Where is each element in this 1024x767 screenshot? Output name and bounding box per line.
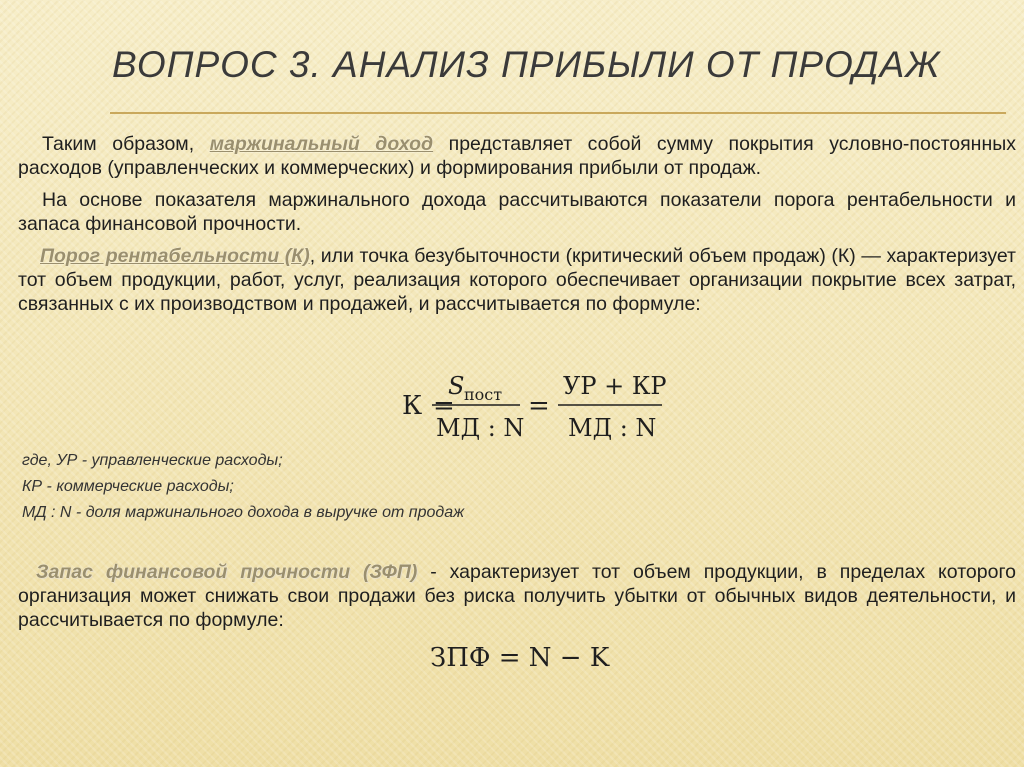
p3-suffix: , или точка безубыточности (критический объем продаж) (К) — характеризует тот объем продукции, работ, услуг, реализация которого обеспечивает организации покрытие всех затрат, связанных с их производством и продажей, и рассчитывается по формуле: [18,245,1016,315]
p1-prefix: Таким образом, [42,133,210,155]
formula1-num2: УР + КР [563,372,667,400]
p1-suffix: представляет собой сумму покрытия условно-постоянных расходов (управленческих и коммерческих) и формирования прибыли от продаж. [18,133,1016,179]
formula1-eq1: = [433,391,455,421]
formula1-eq2: = [528,391,550,421]
term-marginal-income: маржинальный доход [209,133,434,155]
legend-line-kr: КР - коммерческие расходы; [22,478,234,495]
formula-safety-margin: ЗПФ = N − K [430,643,610,673]
formula1-den1: МД : N [436,414,525,442]
paragraph-safety-margin [18,560,1016,632]
term-break-even: Порог рентабельности (К) [40,245,310,267]
legend-line-md: МД : N - доля маржинального дохода в выручке от продаж [22,504,465,521]
formula-legend [22,448,722,526]
formula1-s-symbol: S [448,372,465,400]
term-safety-margin: Запас финансовой прочности (ЗФП) [36,561,418,583]
formula1-lhs: К [402,391,423,421]
p4-suffix: - характеризует тот объем продукции, в пределах которого организация может снижать свои продажи без риска получить убытки от обычных видов деятельности, и рассчитывается по формуле: [18,561,1016,631]
formula1-den2: МД : N [568,414,657,442]
formula1-s-subscript: пост [464,385,503,404]
paragraph-indicators: На основе показателя маржинального дохода рассчитываются показатели порога рентабельности и запаса финансовой прочности. [18,189,1016,235]
legend-line-ur: где, УР - управленческие расходы; [22,452,283,469]
slide-title: ВОПРОС 3. АНАЛИЗ ПРИБЫЛИ ОТ ПРОДАЖ [112,44,941,85]
